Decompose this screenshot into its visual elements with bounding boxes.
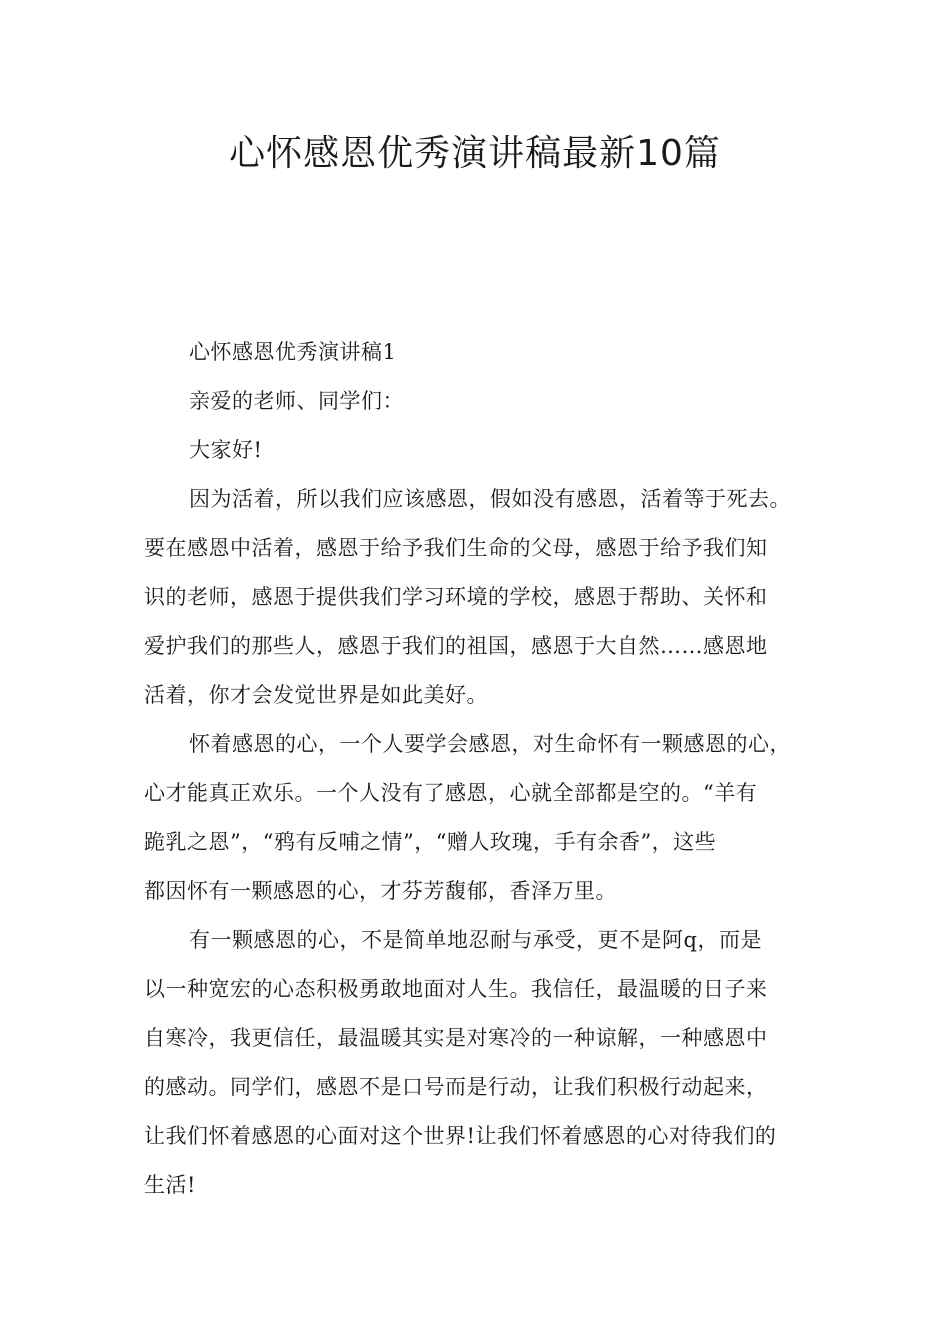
paragraph-line: 要在感恩中活着，感恩于给予我们生命的父母，感恩于给予我们知 <box>144 536 768 560</box>
paragraph-line: 活着，你才会发觉世界是如此美好。 <box>144 683 488 707</box>
paragraph-line: 的感动。同学们，感恩不是口号而是行动，让我们积极行动起来， <box>144 1075 768 1099</box>
paragraph-line: 让我们怀着感恩的心面对这个世界!让我们怀着感恩的心对待我们的 <box>144 1124 777 1148</box>
greeting: 大家好! <box>189 438 263 462</box>
paragraph-line: 跪乳之恩”，“鸦有反哺之情”，“赠人玫瑰，手有余香”，这些 <box>144 830 717 854</box>
paragraph-line: 生活! <box>144 1173 196 1197</box>
paragraph-line: 有一颗感恩的心，不是简单地忍耐与承受，更不是阿q，而是 <box>189 928 762 952</box>
document-title: 心怀感恩优秀演讲稿最新10篇 <box>229 133 721 174</box>
paragraph-line: 怀着感恩的心，一个人要学会感恩，对生命怀有一颗感恩的心， <box>189 732 791 756</box>
paragraph-line: 因为活着，所以我们应该感恩，假如没有感恩，活着等于死去。 <box>189 487 791 511</box>
paragraph-line: 以一种宽宏的心态积极勇敢地面对人生。我信任，最温暖的日子来 <box>144 977 768 1001</box>
salutation: 亲爱的老师、同学们： <box>189 389 404 413</box>
paragraph-1 <box>144 475 834 720</box>
section-heading: 心怀感恩优秀演讲稿1 <box>189 340 397 364</box>
paragraph-line: 识的老师，感恩于提供我们学习环境的学校，感恩于帮助、关怀和 <box>144 585 768 609</box>
paragraph-line: 都因怀有一颗感恩的心，才芬芳馥郁，香泽万里。 <box>144 879 617 903</box>
paragraph-2 <box>144 720 834 916</box>
paragraph-line: 爱护我们的那些人，感恩于我们的祖国，感恩于大自然……感恩地 <box>144 634 768 658</box>
paragraph-line: 心才能真正欢乐。一个人没有了感恩，心就全部都是空的。“羊有 <box>144 781 758 805</box>
document-body <box>144 328 834 1210</box>
paragraph-3 <box>144 916 834 1210</box>
paragraph-line: 自寒冷，我更信任，最温暖其实是对寒冷的一种谅解，一种感恩中 <box>144 1026 768 1050</box>
